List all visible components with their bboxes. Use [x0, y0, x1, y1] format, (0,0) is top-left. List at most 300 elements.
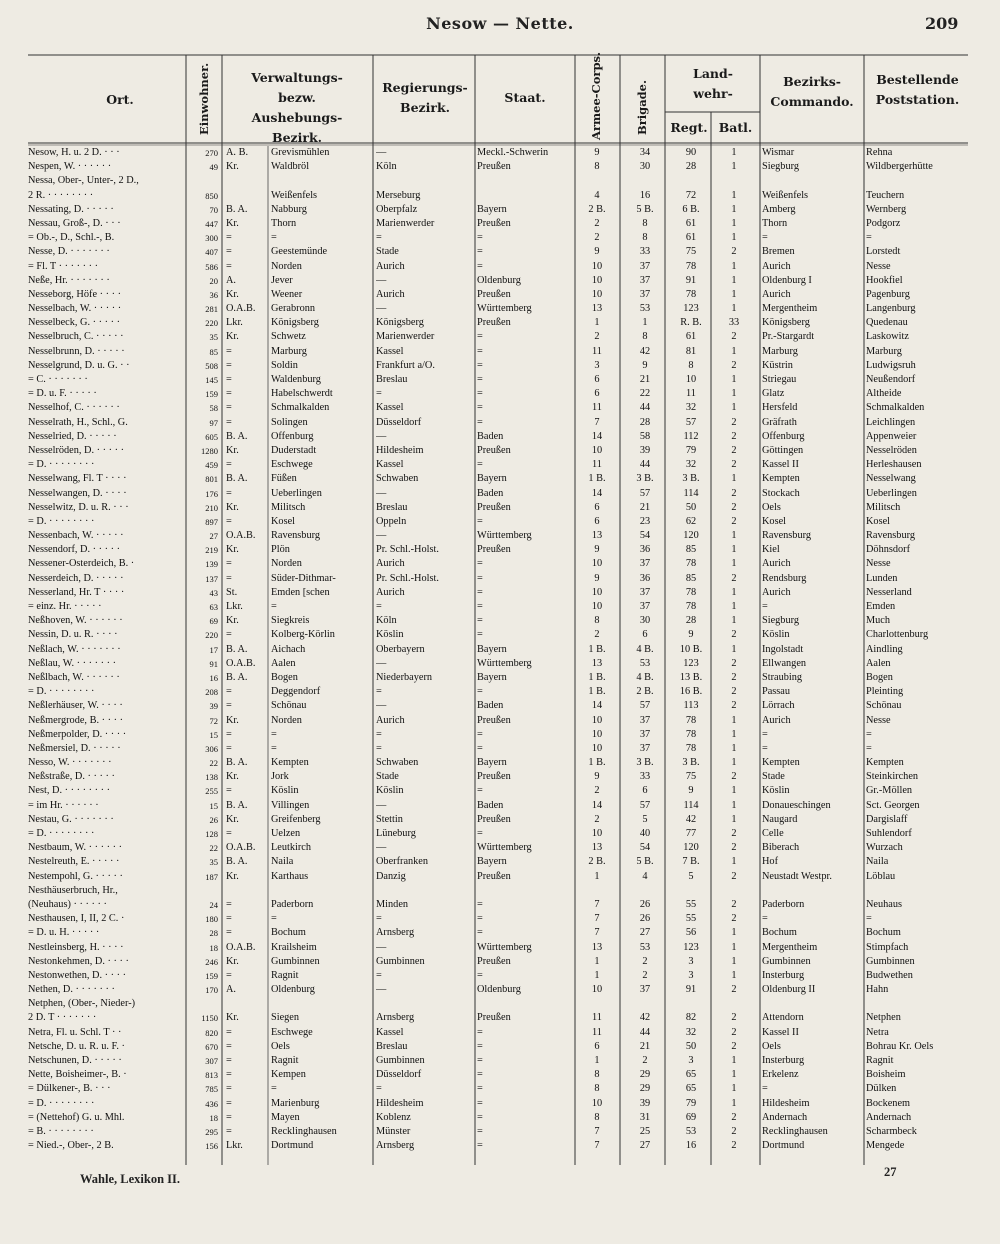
cell-state: = — [477, 1097, 483, 1109]
page-title: Nesow — Nette. — [426, 14, 574, 33]
cell-army-corps: 7 — [594, 927, 600, 939]
cell-brigade: 5 B. — [636, 856, 654, 868]
cell-landwehr-regiment: 78 — [685, 601, 697, 612]
footer-right: 27 — [884, 1165, 897, 1179]
cell-place-name: = D. · · · · · · · · — [28, 515, 95, 527]
cell-post-station: Nesse — [866, 714, 891, 726]
cell-inhabitants: 72 — [209, 715, 218, 726]
table-row — [0, 643, 1000, 657]
cell-landwehr-battalion: 1 — [731, 232, 737, 244]
table-row — [0, 827, 1000, 841]
cell-inhabitants: 128 — [205, 829, 218, 839]
cell-admin-district: Ueberlingen — [271, 487, 322, 499]
cell-brigade: 44 — [639, 459, 651, 471]
cell-army-corps: 1 — [594, 1055, 600, 1066]
cell-landwehr-battalion: 1 — [731, 813, 737, 825]
cell-landwehr-battalion: 1 — [731, 288, 737, 300]
table-row — [0, 799, 1000, 813]
cell-brigade: 54 — [639, 842, 651, 854]
cell-landwehr-battalion: 1 — [731, 1097, 737, 1109]
cell-post-station: Appenweier — [866, 430, 917, 442]
cell-landwehr-battalion: 1 — [731, 189, 737, 201]
cell-government-district: Kassel — [376, 459, 404, 471]
cell-brigade: 57 — [639, 700, 651, 712]
cell-inhabitants: 801 — [205, 474, 218, 485]
cell-landwehr-regiment: 32 — [685, 402, 697, 414]
cell-place-name: Netphen, (Ober-, Nieder-) — [28, 998, 136, 1010]
cell-landwehr-battalion: 1 — [731, 388, 737, 400]
cell-landwehr-regiment: 3 — [688, 1055, 694, 1066]
cell-admin-type: = — [226, 927, 232, 939]
cell-district-command: Wismar — [762, 147, 795, 158]
cell-inhabitants: 180 — [205, 914, 218, 925]
cell-district-command: Göttingen — [762, 444, 804, 456]
footer-left: Wahle, Lexikon II. — [80, 1172, 181, 1186]
cell-army-corps: 11 — [592, 459, 602, 471]
cell-landwehr-regiment: 56 — [685, 927, 697, 939]
cell-state: = — [477, 416, 483, 428]
cell-brigade: 26 — [639, 898, 651, 910]
table-row — [0, 685, 1000, 699]
cell-landwehr-regiment: 61 — [685, 331, 697, 343]
cell-state: = — [477, 1055, 483, 1066]
cell-government-district: Lüneburg — [376, 828, 416, 839]
page-number: 209 — [925, 14, 959, 33]
cell-state: Meckl.-Schwerin — [477, 147, 549, 158]
cell-place-name: 2 R. · · · · · · · · — [28, 189, 94, 201]
cell-inhabitants: 139 — [205, 559, 218, 570]
cell-place-name: Neßmerpolder, D. · · · · — [28, 728, 127, 740]
cell-district-command: Aurich — [762, 288, 791, 300]
cell-inhabitants: 170 — [205, 985, 218, 996]
cell-landwehr-battalion: 1 — [731, 274, 737, 286]
cell-place-name: = C. · · · · · · · — [28, 374, 88, 385]
cell-landwehr-regiment: 85 — [685, 572, 697, 584]
cell-post-station: Steinkirchen — [866, 771, 919, 783]
cell-place-name: Neßstraße, D. · · · · · — [28, 771, 115, 783]
cell-post-station: Nesse — [866, 558, 891, 570]
cell-inhabitants: 670 — [205, 1041, 218, 1052]
cell-army-corps: 1 — [594, 317, 600, 329]
table-row — [0, 898, 1000, 912]
cell-government-district: — — [376, 430, 387, 442]
cell-landwehr-battalion: 2 — [731, 771, 737, 783]
cell-admin-type: = — [226, 459, 232, 471]
table-row — [0, 841, 1000, 855]
cell-brigade: 6 — [642, 785, 648, 797]
cell-landwehr-battalion: 1 — [731, 728, 737, 740]
cell-place-name: Nesselrath, H., Schl., G. — [28, 416, 128, 428]
cell-admin-type: = — [226, 1111, 232, 1123]
cell-brigade: 37 — [639, 274, 651, 286]
cell-state: Preußen — [477, 444, 511, 456]
cell-post-station: Nesse — [866, 260, 891, 272]
cell-admin-type: = — [226, 1083, 232, 1095]
cell-post-station: Wernberg — [866, 203, 907, 215]
table-row — [0, 302, 1000, 316]
cell-post-station: Schmalkalden — [866, 402, 925, 414]
cell-army-corps: 1 B. — [588, 473, 606, 485]
cell-district-command: Köslin — [762, 629, 790, 641]
cell-district-command: Recklinghausen — [762, 1125, 828, 1137]
table-row — [0, 600, 1000, 614]
cell-admin-type: Kr. — [226, 217, 239, 229]
cell-landwehr-battalion: 1 — [731, 303, 737, 315]
cell-army-corps: 13 — [591, 303, 603, 315]
cell-government-district: Kassel — [376, 345, 404, 357]
cell-post-station: Nesselröden — [866, 444, 917, 456]
cell-brigade: 2 — [642, 955, 648, 967]
cell-government-district: — — [376, 984, 387, 996]
table-row — [0, 699, 1000, 713]
table-row — [0, 855, 1000, 869]
cell-state: Preußen — [477, 288, 511, 300]
cell-army-corps: 14 — [591, 487, 603, 499]
cell-state: = — [477, 828, 483, 839]
cell-district-command: Straubing — [762, 671, 803, 683]
cell-government-district: — — [376, 941, 387, 953]
cell-district-command: = — [762, 232, 768, 244]
cell-brigade: 8 — [642, 217, 648, 229]
cell-admin-district: Habelschwerdt — [271, 388, 333, 400]
table-row — [0, 260, 1000, 274]
cell-army-corps: 6 — [594, 388, 600, 400]
table-row — [0, 742, 1000, 756]
cell-admin-type: O.A.B. — [226, 941, 256, 953]
cell-landwehr-battalion: 2 — [731, 459, 737, 471]
cell-landwehr-regiment: 8 — [688, 359, 694, 371]
cell-landwehr-regiment: 78 — [685, 558, 697, 570]
cell-admin-type: Kr. — [226, 771, 239, 783]
cell-inhabitants: 1280 — [201, 445, 218, 456]
cell-army-corps: 4 — [594, 189, 600, 201]
cell-inhabitants: 586 — [205, 261, 218, 272]
cell-admin-district: Dortmund — [271, 1140, 314, 1152]
cell-post-station: Langenburg — [866, 303, 916, 315]
cell-army-corps: 6 — [594, 1040, 600, 1052]
cell-state: = — [477, 459, 483, 471]
cell-admin-district: Kosel — [271, 515, 296, 527]
cell-inhabitants: 20 — [209, 275, 218, 286]
cell-brigade: 5 B. — [636, 203, 654, 215]
cell-post-station: Lunden — [866, 572, 898, 584]
cell-government-district: Koblenz — [376, 1111, 411, 1123]
cell-post-station: Stimpfach — [866, 941, 909, 953]
cell-district-command: Insterburg — [762, 1055, 805, 1066]
cell-government-district: Stettin — [376, 813, 403, 825]
cell-landwehr-regiment: 78 — [685, 586, 697, 598]
cell-government-district: = — [376, 686, 382, 698]
cell-district-command: Siegburg — [762, 161, 799, 173]
cell-landwehr-regiment: 10 — [685, 374, 697, 385]
cell-landwehr-battalion: 1 — [731, 856, 737, 868]
cell-inhabitants: 270 — [205, 148, 218, 158]
table-row — [0, 1026, 1000, 1040]
cell-admin-type: = — [226, 388, 232, 400]
cell-brigade: 39 — [639, 1097, 651, 1109]
cell-army-corps: 9 — [594, 246, 600, 258]
cell-brigade: 37 — [639, 288, 651, 300]
cell-place-name: = D. · · · · · · · · — [28, 828, 95, 839]
cell-post-station: Kempten — [866, 757, 904, 769]
cell-brigade: 31 — [639, 1111, 651, 1123]
cell-army-corps: 1 — [594, 955, 600, 967]
cell-army-corps: 2 — [594, 331, 600, 343]
cell-landwehr-battalion: 1 — [731, 1055, 737, 1066]
cell-admin-type: O.A.B. — [226, 530, 256, 542]
cell-landwehr-regiment: 13 B. — [679, 671, 703, 683]
cell-inhabitants: 70 — [209, 204, 218, 215]
cell-admin-district: Bogen — [271, 671, 298, 683]
cell-brigade: 4 B. — [636, 671, 654, 683]
cell-admin-type: Kr. — [226, 1012, 239, 1024]
cell-place-name: = D. u. H. · · · · · — [28, 927, 100, 939]
cell-admin-type: O.A.B. — [226, 303, 256, 315]
cell-place-name: Nestonwethen, D. · · · · — [28, 969, 127, 981]
cell-district-command: Striegau — [762, 374, 797, 385]
cell-inhabitants: 159 — [205, 389, 218, 400]
cell-government-district: Kassel — [376, 1026, 404, 1038]
cell-admin-type: = — [226, 898, 232, 910]
cell-district-command: Paderborn — [762, 898, 805, 910]
cell-post-station: Marburg — [866, 345, 902, 357]
table-row — [0, 345, 1000, 359]
cell-post-station: Ravensburg — [866, 530, 916, 542]
table-row — [0, 657, 1000, 671]
cell-state: Baden — [477, 487, 504, 499]
cell-army-corps: 1 — [594, 870, 600, 882]
cell-admin-type: = — [226, 1040, 232, 1052]
table-row — [0, 401, 1000, 415]
cell-government-district: Köslin — [376, 629, 404, 641]
cell-place-name: Nesthäuserbruch, Hr., — [28, 884, 118, 896]
cell-admin-type: = — [226, 913, 232, 925]
cell-brigade: 42 — [639, 1012, 651, 1024]
cell-admin-type: = — [226, 1069, 232, 1081]
cell-place-name: Nesthausen, I, II, 2 C. · — [28, 913, 125, 925]
cell-admin-type: B. A. — [226, 757, 248, 769]
cell-inhabitants: 35 — [209, 332, 218, 343]
cell-admin-district: Weißenfels — [271, 189, 318, 201]
cell-district-command: Offenburg — [762, 430, 805, 442]
table-row — [0, 1139, 1000, 1153]
cell-admin-district: Plön — [271, 544, 290, 556]
cell-brigade: 9 — [642, 359, 648, 371]
cell-admin-district: Weener — [271, 288, 303, 300]
cell-admin-type: Kr. — [226, 444, 239, 456]
table-row — [0, 557, 1000, 571]
table-row — [0, 912, 1000, 926]
cell-district-command: Glatz — [762, 388, 785, 400]
cell-brigade: 36 — [639, 544, 651, 556]
cell-post-station: Nesserland — [866, 586, 912, 598]
cell-army-corps: 10 — [591, 828, 603, 839]
cell-place-name: Nespen, W. · · · · · · — [28, 161, 112, 173]
cell-brigade: 16 — [639, 189, 651, 201]
cell-state: Preußen — [477, 813, 511, 825]
cell-inhabitants: 300 — [205, 233, 218, 244]
cell-landwehr-regiment: 81 — [685, 345, 697, 357]
cell-state: = — [477, 331, 483, 343]
cell-admin-district: Grevismühlen — [271, 147, 330, 158]
cell-district-command: Weißenfels — [762, 189, 809, 201]
cell-government-district: Gumbinnen — [376, 955, 425, 967]
cell-admin-type: B. A. — [226, 799, 248, 811]
cell-place-name: Nesselried, D. · · · · · — [28, 430, 117, 442]
cell-state: Württemberg — [477, 657, 532, 669]
cell-district-command: = — [762, 728, 768, 740]
cell-post-station: Andernach — [866, 1111, 912, 1123]
cell-district-command: Stade — [762, 771, 785, 783]
cell-brigade: 37 — [639, 586, 651, 598]
cell-army-corps: 10 — [591, 1097, 603, 1109]
table-row — [0, 217, 1000, 231]
cell-admin-district: Schönau — [271, 700, 307, 712]
cell-landwehr-battalion: 2 — [731, 430, 737, 442]
cell-landwehr-battalion: 33 — [728, 317, 740, 329]
header-armee: Armee-Corps. — [589, 52, 603, 140]
cell-brigade: 44 — [639, 402, 651, 414]
cell-army-corps: 10 — [591, 714, 603, 726]
cell-admin-type: = — [226, 1097, 232, 1109]
cell-army-corps: 1 B. — [588, 671, 606, 683]
cell-army-corps: 10 — [591, 260, 603, 272]
cell-inhabitants: 16 — [209, 672, 218, 683]
cell-army-corps: 10 — [591, 274, 603, 286]
cell-brigade: 57 — [639, 799, 651, 811]
cell-landwehr-regiment: 65 — [685, 1069, 697, 1081]
cell-state: Württemberg — [477, 842, 532, 854]
cell-place-name: Nessa, Ober-, Unter-, 2 D., — [28, 175, 139, 187]
cell-landwehr-battalion: 2 — [731, 828, 737, 839]
cell-landwehr-battalion: 1 — [731, 402, 737, 414]
cell-landwehr-regiment: 79 — [685, 444, 697, 456]
cell-brigade: 8 — [642, 331, 648, 343]
cell-inhabitants: 22 — [209, 758, 218, 769]
cell-brigade: 44 — [639, 1026, 651, 1038]
cell-landwehr-regiment: 3 B. — [682, 757, 700, 769]
cell-army-corps: 11 — [592, 1026, 602, 1038]
cell-admin-type: B. A. — [226, 430, 248, 442]
cell-district-command: Erkelenz — [762, 1069, 799, 1081]
cell-post-station: Wurzach — [866, 842, 903, 854]
cell-admin-district: Marienburg — [271, 1097, 320, 1109]
cell-landwehr-regiment: 32 — [685, 1026, 697, 1038]
cell-brigade: 29 — [639, 1069, 651, 1081]
cell-inhabitants: 407 — [205, 247, 218, 258]
cell-place-name: Nesselbeck, G. · · · · · — [28, 317, 121, 329]
cell-army-corps: 13 — [591, 941, 603, 953]
cell-brigade: 53 — [639, 657, 651, 669]
cell-army-corps: 11 — [592, 345, 602, 357]
cell-landwehr-battalion: 2 — [731, 1012, 737, 1024]
cell-place-name: Neßlach, W. · · · · · · · — [28, 643, 121, 655]
cell-government-district: Münster — [376, 1125, 411, 1137]
cell-post-station: Budwethen — [866, 969, 913, 981]
cell-landwehr-battalion: 2 — [731, 444, 737, 456]
table-row — [0, 614, 1000, 628]
cell-landwehr-regiment: 91 — [685, 984, 697, 996]
cell-landwehr-regiment: 6 B. — [682, 203, 700, 215]
table-row — [0, 941, 1000, 955]
cell-army-corps: 2 — [594, 629, 600, 641]
cell-brigade: 34 — [639, 147, 651, 158]
cell-place-name: Netschunen, D. · · · · · — [28, 1055, 122, 1066]
cell-place-name: Nette, Boisheimer-, B. · — [28, 1069, 127, 1081]
cell-post-station: Lorstedt — [866, 246, 901, 258]
cell-government-district: Stade — [376, 771, 399, 783]
cell-state: = — [477, 374, 483, 385]
cell-state: Bayern — [477, 856, 507, 868]
cell-place-name: Nesselwitz, D. u. R. · · · — [28, 501, 129, 513]
cell-landwehr-regiment: 16 B. — [679, 686, 703, 698]
cell-state: Württemberg — [477, 303, 532, 315]
cell-brigade: 4 B. — [636, 643, 654, 655]
cell-admin-district: Waldbröl — [271, 161, 310, 173]
cell-landwehr-battalion: 2 — [731, 984, 737, 996]
cell-admin-type: O.A.B. — [226, 657, 256, 669]
cell-place-name: Neßlerhäuser, W. · · · · — [28, 700, 123, 712]
cell-landwehr-battalion: 1 — [731, 558, 737, 570]
cell-landwehr-regiment: 32 — [685, 459, 697, 471]
cell-landwehr-regiment: 82 — [685, 1012, 697, 1024]
cell-landwehr-battalion: 1 — [731, 530, 737, 542]
cell-place-name: Nesselhof, C. · · · · · · — [28, 402, 120, 414]
cell-brigade: 23 — [639, 515, 651, 527]
cell-place-name: Nesselbruch, C. · · · · · — [28, 331, 124, 343]
cell-landwehr-battalion: 2 — [731, 331, 737, 343]
cell-brigade: 37 — [639, 714, 651, 726]
cell-government-district: — — [376, 274, 387, 286]
cell-post-station: Pagenburg — [866, 288, 910, 300]
cell-post-station: Herleshausen — [866, 459, 922, 471]
cell-brigade: 36 — [639, 572, 651, 584]
cell-inhabitants: 58 — [209, 403, 218, 414]
cell-inhabitants: 459 — [205, 460, 218, 471]
cell-district-command: Oldenburg II — [762, 984, 816, 996]
cell-admin-type: = — [226, 572, 232, 584]
cell-landwehr-regiment: 61 — [685, 217, 697, 229]
cell-brigade: 5 — [642, 813, 648, 825]
cell-government-district: Marienwerder — [376, 217, 435, 229]
cell-place-name: Neßlau, W. · · · · · · · — [28, 657, 117, 669]
cell-district-command: Pr.-Stargardt — [762, 331, 815, 343]
cell-place-name: Nestleinsberg, H. · · · · — [28, 941, 124, 953]
cell-place-name: = B. · · · · · · · · — [28, 1125, 94, 1137]
cell-admin-district: Gerabronn — [271, 303, 316, 315]
cell-admin-district: Königsberg — [271, 317, 319, 329]
cell-brigade: 4 — [642, 870, 648, 882]
cell-post-station: = — [866, 232, 872, 244]
cell-admin-district: Aalen — [271, 657, 296, 669]
cell-district-command: Neustadt Westpr. — [762, 870, 832, 882]
cell-brigade: 37 — [639, 742, 651, 754]
cell-admin-district: Naila — [271, 856, 294, 868]
cell-government-district: = — [376, 1083, 382, 1095]
cell-admin-type: = — [226, 1125, 232, 1137]
cell-landwehr-regiment: 112 — [683, 430, 699, 442]
cell-admin-district: Norden — [271, 260, 302, 272]
cell-admin-district: Geestemünde — [271, 246, 328, 258]
cell-inhabitants: 137 — [205, 573, 218, 584]
cell-landwehr-regiment: 85 — [685, 544, 697, 556]
cell-district-command: Donaueschingen — [762, 799, 831, 811]
cell-government-district: Köln — [376, 161, 397, 173]
cell-admin-district: Köslin — [271, 785, 299, 797]
cell-landwehr-battalion: 1 — [731, 714, 737, 726]
cell-place-name: = Ob.-, D., Schl.-, B. — [28, 232, 115, 244]
cell-post-station: Schönau — [866, 700, 902, 712]
